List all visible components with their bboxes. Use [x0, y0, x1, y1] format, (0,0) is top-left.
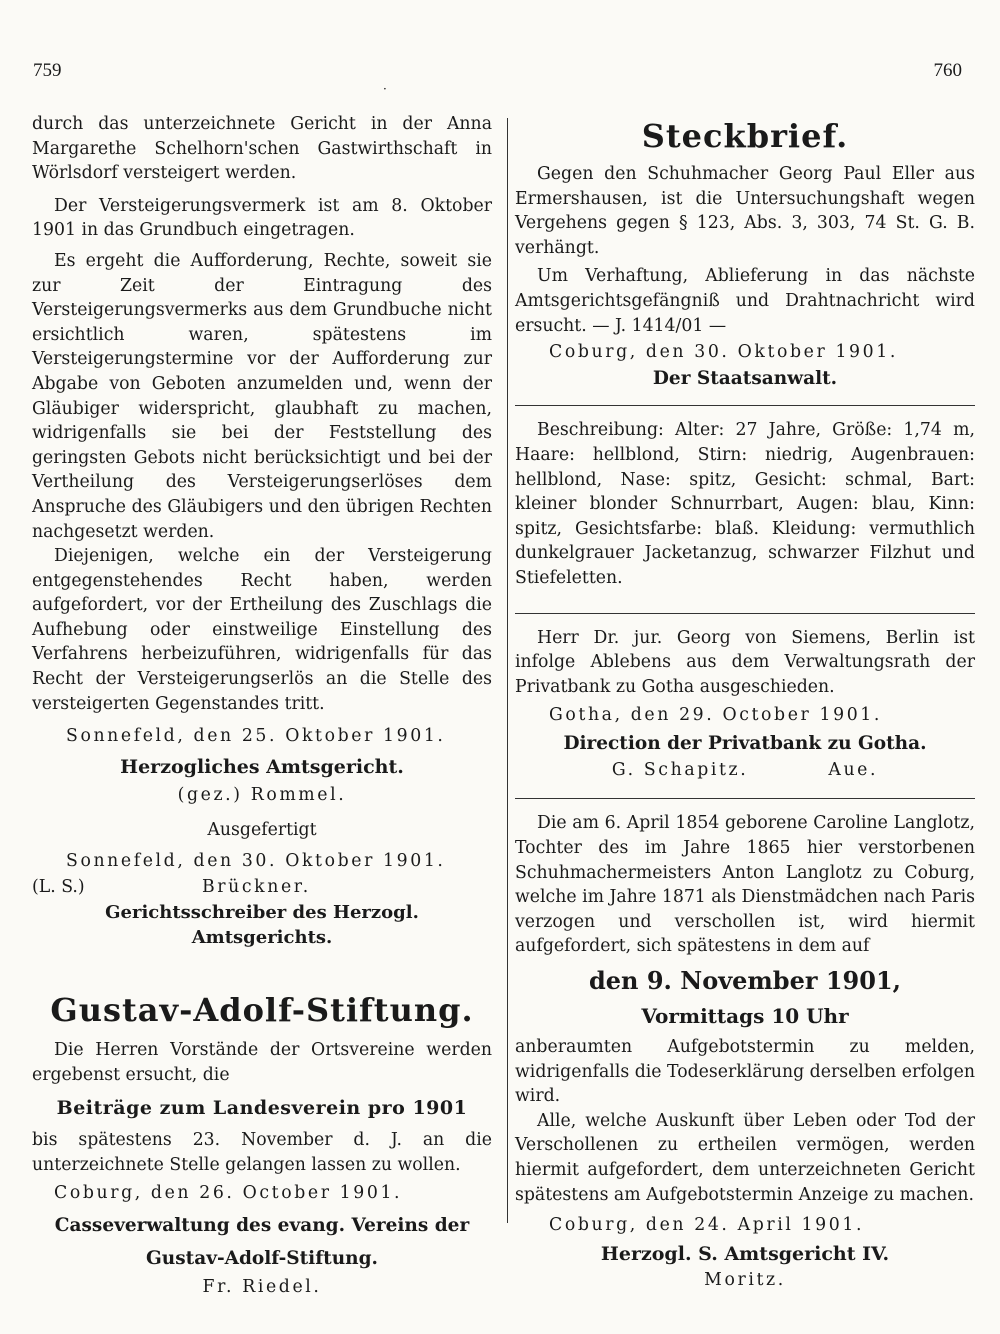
registry-note: Der Versteigerungsvermerk ist am 8. Oktober 1901 in das Grundbuch eingetragen. — [32, 195, 492, 241]
information-request: Alle, welche Auskunft über Leben oder Tod der Verschollenen zu ertheilen vermögen, werden hiermit aufgefordert, dem unterzeichneten Gericht spätestens am Aufgebotstermin Anzeige zu machen. — [515, 1110, 975, 1205]
page-number-right: 760 — [933, 60, 962, 81]
hearing-instruction: anberaumten Aufgebotstermin zu melden, widrigenfalls die Todeserklärung derselben erfolgen wird. — [515, 1037, 975, 1107]
clerk-name: Brückner. — [202, 877, 311, 898]
arrest-request: Um Verhaftung, Ablieferung in das nächste Amtsgerichtsgefängniß und Drahtnachricht wird ersucht. — J. 1414/01 — — [515, 266, 975, 336]
gustav-signature-2: Gustav-Adolf-Stiftung. — [146, 1247, 378, 1269]
left-column — [32, 112, 492, 1300]
divider-2 — [515, 613, 975, 614]
auction-continued: durch das unterzeichnete Gericht in der Anna Margarethe Schelhorn'schen Gastwirthschaft in Wörlsdorf versteigert werden. — [32, 114, 492, 184]
seal-row — [32, 873, 492, 901]
warrant-text: Gegen den Schuhmacher Georg Paul Eller aus Ermershausen, ist die Untersuchungshaft wegen Vergehens gegen § 123, Abs. 3, 303, 74 St. G. B. verhängt. — [515, 164, 975, 258]
signer-moritz: Moritz. — [704, 1270, 786, 1291]
column-rule — [507, 118, 508, 1223]
hearing-date: den 9. November 1901, — [588, 966, 902, 996]
prosecutor-signature: Der Staatsanwalt. — [652, 367, 838, 389]
contributions-heading: Beiträge zum Landesverein pro 1901 — [56, 1096, 468, 1119]
date-sonnefeld-2: Sonnefeld, den 30. Oktober 1901. — [66, 850, 446, 871]
court-iv-signature: Herzogl. S. Amtsgericht IV. — [600, 1242, 890, 1265]
gustav-request: Die Herren Vorstände der Ortsvereine werden ergebenst ersucht, die — [32, 1040, 492, 1085]
date-gotha: Gotha, den 29. October 1901. — [549, 705, 882, 726]
bank-names-row — [515, 756, 975, 784]
gustav-adolf-title: Gustav-Adolf-Stiftung. — [50, 991, 474, 1030]
steckbrief-title: Steckbrief. — [641, 117, 849, 155]
deadline-line: bis spätestens 23. November d. J. an die unterzeichnete Stelle gelangen lassen zu wollen. — [32, 1130, 492, 1175]
divider-1 — [515, 405, 975, 406]
bank-signature: Direction der Privatbank zu Gotha. — [563, 732, 927, 754]
rights-notice: Diejenigen, welche ein der Versteigerung entgegenstehendes Recht haben, werden aufgefordert, vor der Ertheilung des Zuschlags die Aufhebung oder einstweilige Einstellung des Verfahrens herbeizuführen, widrigenfalls für das Recht der Versteigerungserlös an die Stelle des versteigerten Gegenstandes tritt. — [32, 546, 492, 714]
signer-riedel: Fr. Riedel. — [202, 1277, 322, 1298]
date-coburg-april: Coburg, den 24. April 1901. — [549, 1215, 865, 1236]
divider-3 — [515, 798, 975, 799]
seal-ls: (L. S.) — [32, 877, 85, 898]
signer-schapitz: G. Schapitz. — [611, 760, 749, 781]
clerk-title: Gerichtsschreiber des Herzogl. Amtsgerichts. — [105, 902, 419, 948]
signed-rommel: (gez.) Rommel. — [177, 785, 347, 806]
page-number-left: 759 — [33, 60, 62, 81]
ausgefertigt: Ausgefertigt — [207, 820, 317, 841]
gustav-signature-1: Casseverwaltung des evang. Vereins der — [54, 1214, 470, 1236]
date-coburg-gustav: Coburg, den 26. October 1901. — [54, 1183, 403, 1204]
bank-notice: Herr Dr. jur. Georg von Siemens, Berlin ist infolge Ablebens aus dem Verwaltungsrath der Privatbank zu Gotha ausgeschieden. — [515, 627, 975, 697]
date-sonnefeld-1: Sonnefeld, den 25. Oktober 1901. — [66, 726, 446, 747]
right-column — [515, 112, 975, 1293]
missing-person-notice: Die am 6. April 1854 geborene Caroline Langlotz, Tochter des im Jahre 1865 hier verstorbenen Schuhmachermeisters Anton Langlotz zu Coburg, welche im Jahre 1871 als Dienstmädchen nach Paris verzogen und verschollen ist, wird hiermit aufgefordert, sich spätestens in dem auf — [515, 813, 975, 957]
court-signature: Herzogliches Amtsgericht. — [120, 755, 404, 778]
signer-aue: Aue. — [828, 760, 879, 781]
description: Beschreibung: Alter: 27 Jahre, Größe: 1,74 m, Haare: hellblond, Stirn: niedrig, Augenbrauen: hellblond, Nase: spitz, Gesicht: schmal, Bart: kleiner blonder Schnurrbart, Augen: blau, Kinn: spitz, Gesichtsfarbe: blaß. Kleidung: vermuthlich dunkelgrauer Jacketanzug, schwarzer Filzhut und Stiefeletten. — [515, 420, 975, 588]
date-coburg-warrant: Coburg, den 30. Oktober 1901. — [549, 342, 898, 363]
hearing-time: Vormittags 10 Uhr — [641, 1004, 849, 1029]
claims-notice: Es ergeht die Aufforderung, Rechte, soweit sie zur Zeit der Eintragung des Versteigerungsvermerks aus dem Grundbuche nicht ersichtlich waren, spätestens im Versteigerungstermine vor der Aufforderung zur Abgabe von Geboten anzumelden und, wenn der Gläubiger widerspricht, glaubhaft zu machen, widrigenfalls sie bei der Feststellung des geringsten Gebots nicht berücksichtigt und bei der Vertheilung des Versteigerungserlöses dem Anspruche des Gläubigers und den übrigen Rechten nachgesetzt werden. — [32, 250, 492, 542]
top-mark: · — [383, 82, 387, 96]
